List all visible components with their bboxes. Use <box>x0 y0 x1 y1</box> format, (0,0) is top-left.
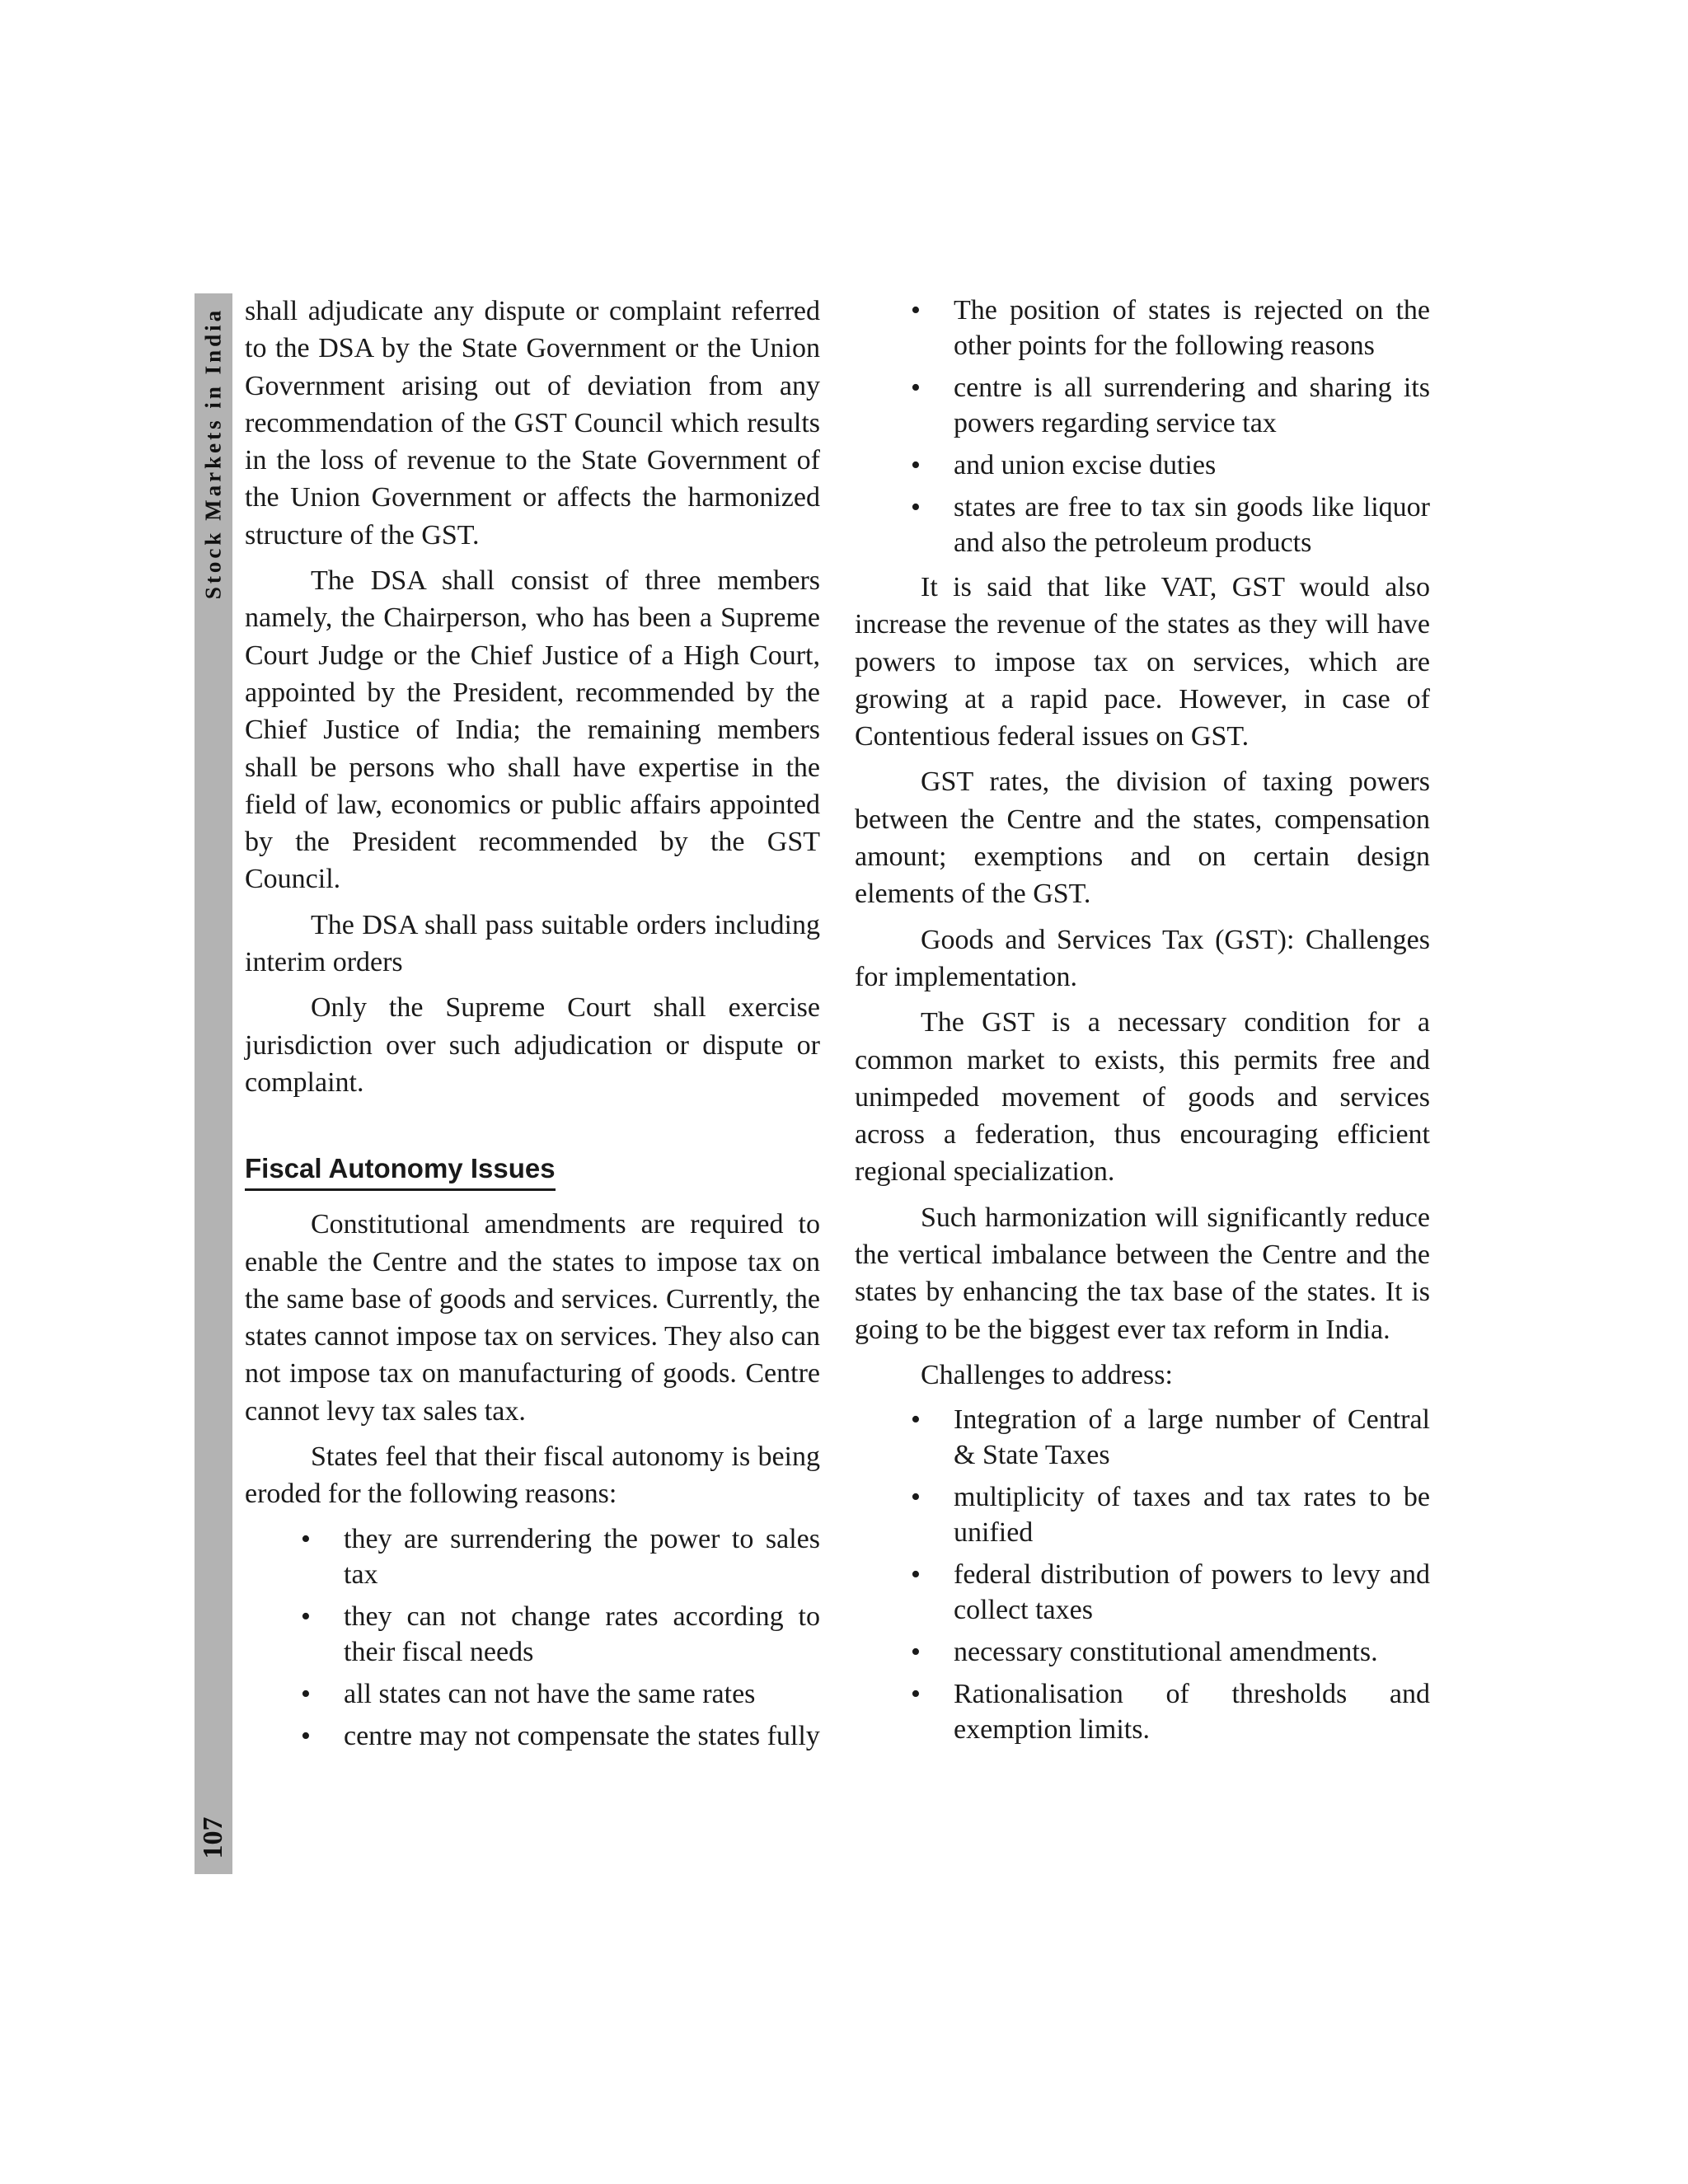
paragraph: Challenges to address: <box>921 1359 1173 1390</box>
list-item: • they are surrendering the power to sales tax <box>344 1521 820 1592</box>
paragraph: States feel that their fiscal autonomy is being eroded for the following reasons: <box>245 1441 820 1510</box>
paragraph: It is said that like VAT, GST would also increase the revenue of the states as they will have powers to impose tax on services, which are growing at a rapid pace. However, in case of Contentious federal issues on GST. <box>855 572 1430 752</box>
paragraph: The DSA shall pass suitable orders including interim orders <box>245 909 820 978</box>
bullet-icon: • <box>911 450 921 480</box>
paragraph: Such harmonization will significantly reduce the vertical imbalance between the Centre and the states by enhancing the tax base of the states. It is going to be the biggest ever tax reform in India. <box>855 1202 1430 1345</box>
bullet-icon: • <box>911 1404 921 1436</box>
right-column <box>855 293 1430 1755</box>
bullet-icon: • <box>911 373 921 403</box>
bullet-icon: • <box>301 1601 311 1632</box>
bullet-list <box>911 293 1430 560</box>
list-item: • The position of states is rejected on the other points for the following reasons <box>954 293 1430 363</box>
paragraph: GST rates, the division of taxing powers between the Centre and the states, compensation amount; exemptions and on certain design elements of the GST. <box>855 766 1430 910</box>
bullet-icon: • <box>301 1523 311 1554</box>
list-item: • Rationalisation of thresholds and exemption limits. <box>954 1676 1430 1747</box>
paragraph: Constitutional amendments are required to enable the Centre and the states to impose tax on the same base of goods and services. Currently, the states cannot impose tax on services. They also can not impose tax on manufacturing of goods. Centre cannot levy tax sales tax. <box>245 1209 820 1427</box>
list-item: • centre may not compensate the states fully <box>344 1718 820 1754</box>
list-item: • and union excise duties <box>954 448 1430 483</box>
bullet-list <box>301 1521 820 1754</box>
list-item: • centre is all surrendering and sharing its powers regarding service tax <box>954 370 1430 441</box>
running-header-title: Stock Markets in India <box>200 307 226 600</box>
bullet-icon: • <box>911 492 921 523</box>
list-item: • states are free to tax sin goods like liquor and also the petroleum products <box>954 490 1430 560</box>
list-item: • they can not change rates according to their fiscal needs <box>344 1599 820 1670</box>
bullet-icon: • <box>301 1678 311 1709</box>
bullet-icon: • <box>911 295 921 326</box>
paragraph: shall adjudicate any dispute or complaint referred to the DSA by the State Government or the Union Government arising out of deviation from any recommendation of the GST Council which results in the loss of revenue to the State Government of the Union Government or affects the harmonized structure of the GST. <box>245 296 820 551</box>
list-item: • all states can not have the same rates <box>344 1676 820 1712</box>
bullet-icon: • <box>911 1482 921 1513</box>
list-item: • multiplicity of taxes and tax rates to be unified <box>954 1479 1430 1550</box>
section-heading: Fiscal Autonomy Issues <box>245 1151 556 1191</box>
paragraph: Only the Supreme Court shall exercise jurisdiction over such adjudication or dispute or complaint. <box>245 992 820 1098</box>
paragraph: Goods and Services Tax (GST): Challenges for implementation. <box>855 924 1430 992</box>
left-column <box>245 293 820 1762</box>
list-item: • necessary constitutional amendments. <box>954 1634 1430 1670</box>
list-item: • federal distribution of powers to levy and collect taxes <box>954 1557 1430 1628</box>
list-item: • Integration of a large number of Central & State Taxes <box>954 1402 1430 1473</box>
bullet-icon: • <box>911 1679 921 1710</box>
bullet-icon: • <box>911 1559 921 1591</box>
page-number: 107 <box>198 1816 228 1859</box>
paragraph: The DSA shall consist of three members namely, the Chairperson, who has been a Supreme Court Judge or the Chief Justice of a High Court, appointed by the President, recommended by the Chief Justice of India; the remaining members shall be persons who shall have expertise in the field of law, economics or public affairs appointed by the President recommended by the GST Council. <box>245 565 820 895</box>
paragraph: The GST is a necessary condition for a common market to exists, this permits free and unimpeded movement of goods and services across a federation, thus encouraging efficient regional specialization. <box>855 1007 1430 1188</box>
bullet-icon: • <box>301 1720 311 1751</box>
bullet-list <box>911 1402 1430 1747</box>
bullet-icon: • <box>911 1637 921 1668</box>
